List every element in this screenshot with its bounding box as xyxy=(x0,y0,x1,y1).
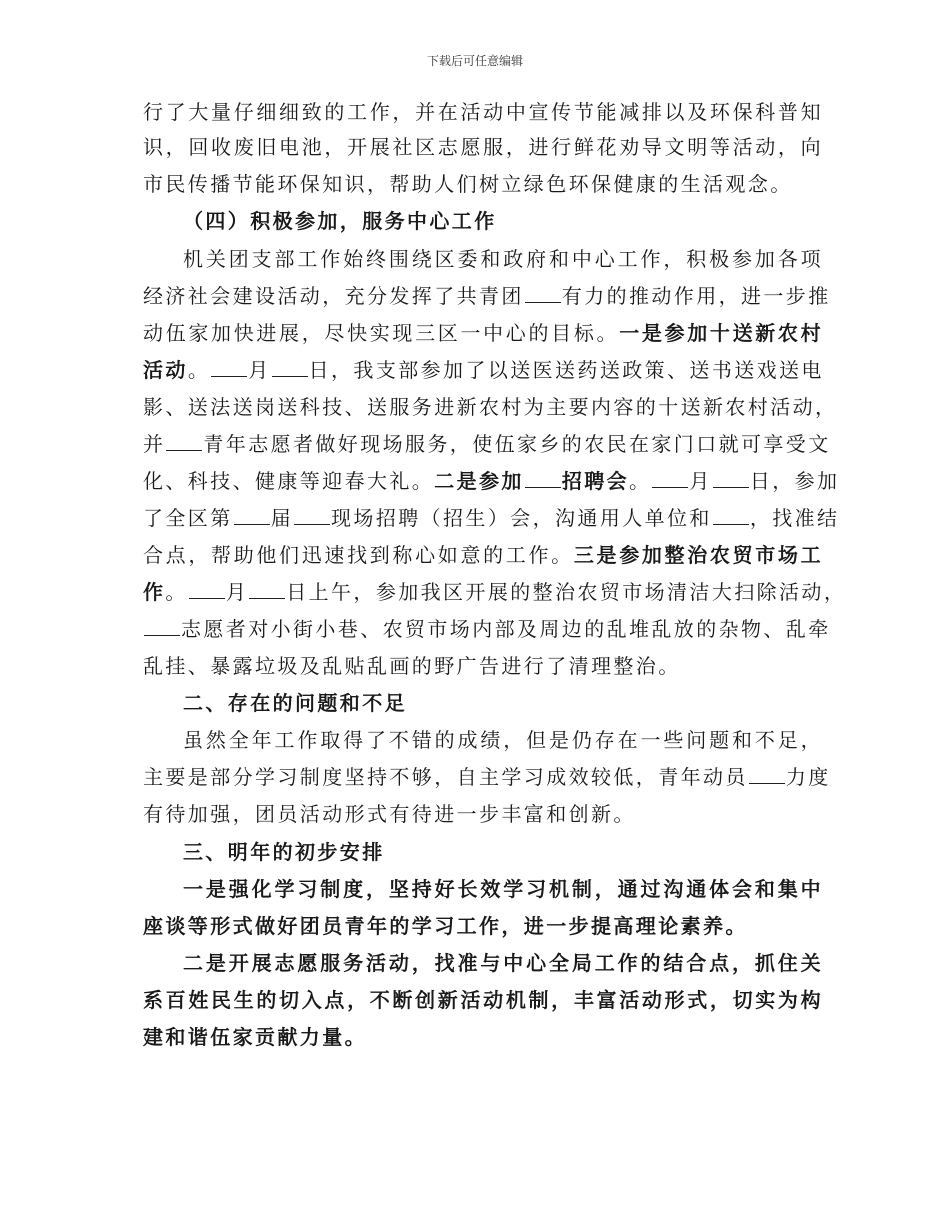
text-segment: 月 xyxy=(225,580,249,604)
text-line xyxy=(143,947,823,979)
text-line xyxy=(143,687,823,719)
bold-text: 二、存在的问题和不足 xyxy=(183,691,407,715)
text-line xyxy=(143,131,823,163)
text-segment: 月 xyxy=(248,358,271,382)
blank-underline xyxy=(294,506,330,525)
blank-underline xyxy=(713,469,749,488)
text-line xyxy=(143,280,831,312)
text-segment: 了全区第 xyxy=(143,506,233,530)
text-line xyxy=(143,613,831,645)
text-line xyxy=(143,243,823,275)
blank-underline xyxy=(144,617,180,636)
text-line xyxy=(143,354,823,386)
text-segment: 市民传播节能环保知识，帮助人们树立绿色环保健康的生活观念。 xyxy=(143,172,793,196)
text-segment: 化、科技、健康等迎春大礼。 xyxy=(143,469,435,493)
blank-underline xyxy=(211,358,247,377)
text-segment: 力度 xyxy=(785,765,831,789)
text-segment: 乱挂、暴露垃圾及乱贴乱画的野广告进行了清理整治。 xyxy=(143,654,681,678)
text-line xyxy=(143,317,823,349)
text-line xyxy=(143,910,823,942)
bold-text: 二是开展志愿服务活动，找准与中心全局工作的结合点，抓住关 xyxy=(183,951,823,975)
text-line xyxy=(143,724,823,756)
blank-underline xyxy=(749,765,785,784)
text-line xyxy=(143,650,823,682)
text-segment: 主要是部分学习制度坚持不够，自主学习成效较低，青年动员 xyxy=(143,765,748,789)
text-segment: 月 xyxy=(689,469,712,493)
page-header: 下载后可任意编辑 xyxy=(426,54,523,68)
bold-text: 作 xyxy=(143,580,166,604)
bold-text: 三是参加整治农贸市场工 xyxy=(573,543,823,567)
blank-underline xyxy=(713,506,749,525)
bold-text: 三、明年的初步安排 xyxy=(183,840,385,864)
text-segment: 合点，帮助他们迅速找到称心如意的工作。 xyxy=(143,543,574,567)
text-segment: 。 xyxy=(187,358,211,382)
blank-underline xyxy=(249,580,285,599)
blank-underline xyxy=(234,506,270,525)
text-line xyxy=(143,539,823,571)
text-segment: 行了大量仔细细致的工作，并在活动中宣传节能减排以及环保科普知 xyxy=(143,100,823,124)
text-line xyxy=(143,873,823,905)
text-segment: 识，回收废旧电池，开展社区志愿服，进行鲜花劝导文明等活动，向 xyxy=(143,135,823,159)
bold-text: 一是参加十送新农村 xyxy=(619,321,823,345)
text-segment: 日上午，参加我区开展的整治农贸市场清洁大扫除活动， xyxy=(286,580,847,604)
text-segment: 机关团支部工作始终围绕区委和政府和中心工作，积极参加各项 xyxy=(183,247,823,271)
text-segment: 。 xyxy=(165,580,188,604)
text-segment: 有力的推动作用，进一步推 xyxy=(561,284,831,308)
text-segment: 现场招聘（招生）会，沟通用人单位和 xyxy=(331,506,712,530)
blank-underline xyxy=(525,284,561,303)
bold-text: 二是参加 xyxy=(434,469,524,493)
text-segment: 经济社会建设活动，充分发挥了共青团 xyxy=(143,284,524,308)
text-segment: 虽然全年工作取得了不错的成绩，但是仍存在一些问题和不足， xyxy=(183,728,823,752)
text-line xyxy=(143,428,831,460)
text-segment: 影、送法送岗送科技、送服务进新农村为主要内容的十送新农村活动， xyxy=(143,395,838,419)
text-segment: 有待加强，团员活动形式有待进一步丰富和创新。 xyxy=(143,802,636,826)
text-line xyxy=(143,836,823,868)
blank-underline xyxy=(272,358,308,377)
bold-text: 建和谐伍家贡献力量。 xyxy=(143,1025,367,1049)
text-line xyxy=(143,576,847,608)
text-segment: 志愿者对小街小巷、农贸市场内部及周边的乱堆乱放的杂物、乱牵 xyxy=(181,617,831,641)
text-line xyxy=(143,168,823,200)
text-line xyxy=(143,798,823,830)
text-line xyxy=(143,96,823,128)
text-segment: 日，我支部参加了以送医送药送政策、送书送戏送电 xyxy=(308,358,824,382)
bold-text: 活动 xyxy=(143,358,188,382)
bold-text: 系百姓民生的切入点，不断创新活动机制，丰富活动形式，切实为构 xyxy=(143,988,823,1012)
text-segment: 届 xyxy=(270,506,294,530)
bold-text: 招聘会 xyxy=(561,469,630,493)
text-line xyxy=(143,391,838,423)
text-line xyxy=(143,761,831,793)
text-line xyxy=(143,205,823,237)
text-segment: 。 xyxy=(629,469,652,493)
blank-underline xyxy=(166,432,202,451)
text-segment: 动伍家加快进展，尽快实现三区一中心的目标。 xyxy=(143,321,620,345)
blank-underline xyxy=(652,469,688,488)
text-segment: 并 xyxy=(143,432,166,456)
blank-underline xyxy=(525,469,561,488)
text-line xyxy=(143,984,823,1016)
text-line xyxy=(143,1021,823,1053)
text-segment: ，找准结 xyxy=(749,506,840,530)
text-line xyxy=(143,502,840,534)
blank-underline xyxy=(189,580,225,599)
text-segment: 青年志愿者做好现场服务，使伍家乡的农民在家门口就可享受文 xyxy=(203,432,831,456)
bold-text: 座谈等形式做好团员青年的学习工作，进一步提高理论素养。 xyxy=(143,914,748,938)
text-line xyxy=(143,465,840,497)
text-segment: 日，参加 xyxy=(749,469,840,493)
bold-text: （四）积极参加，服务中心工作 xyxy=(183,209,497,233)
bold-text: 一是强化学习制度，坚持好长效学习机制，通过沟通体会和集中 xyxy=(183,877,823,901)
